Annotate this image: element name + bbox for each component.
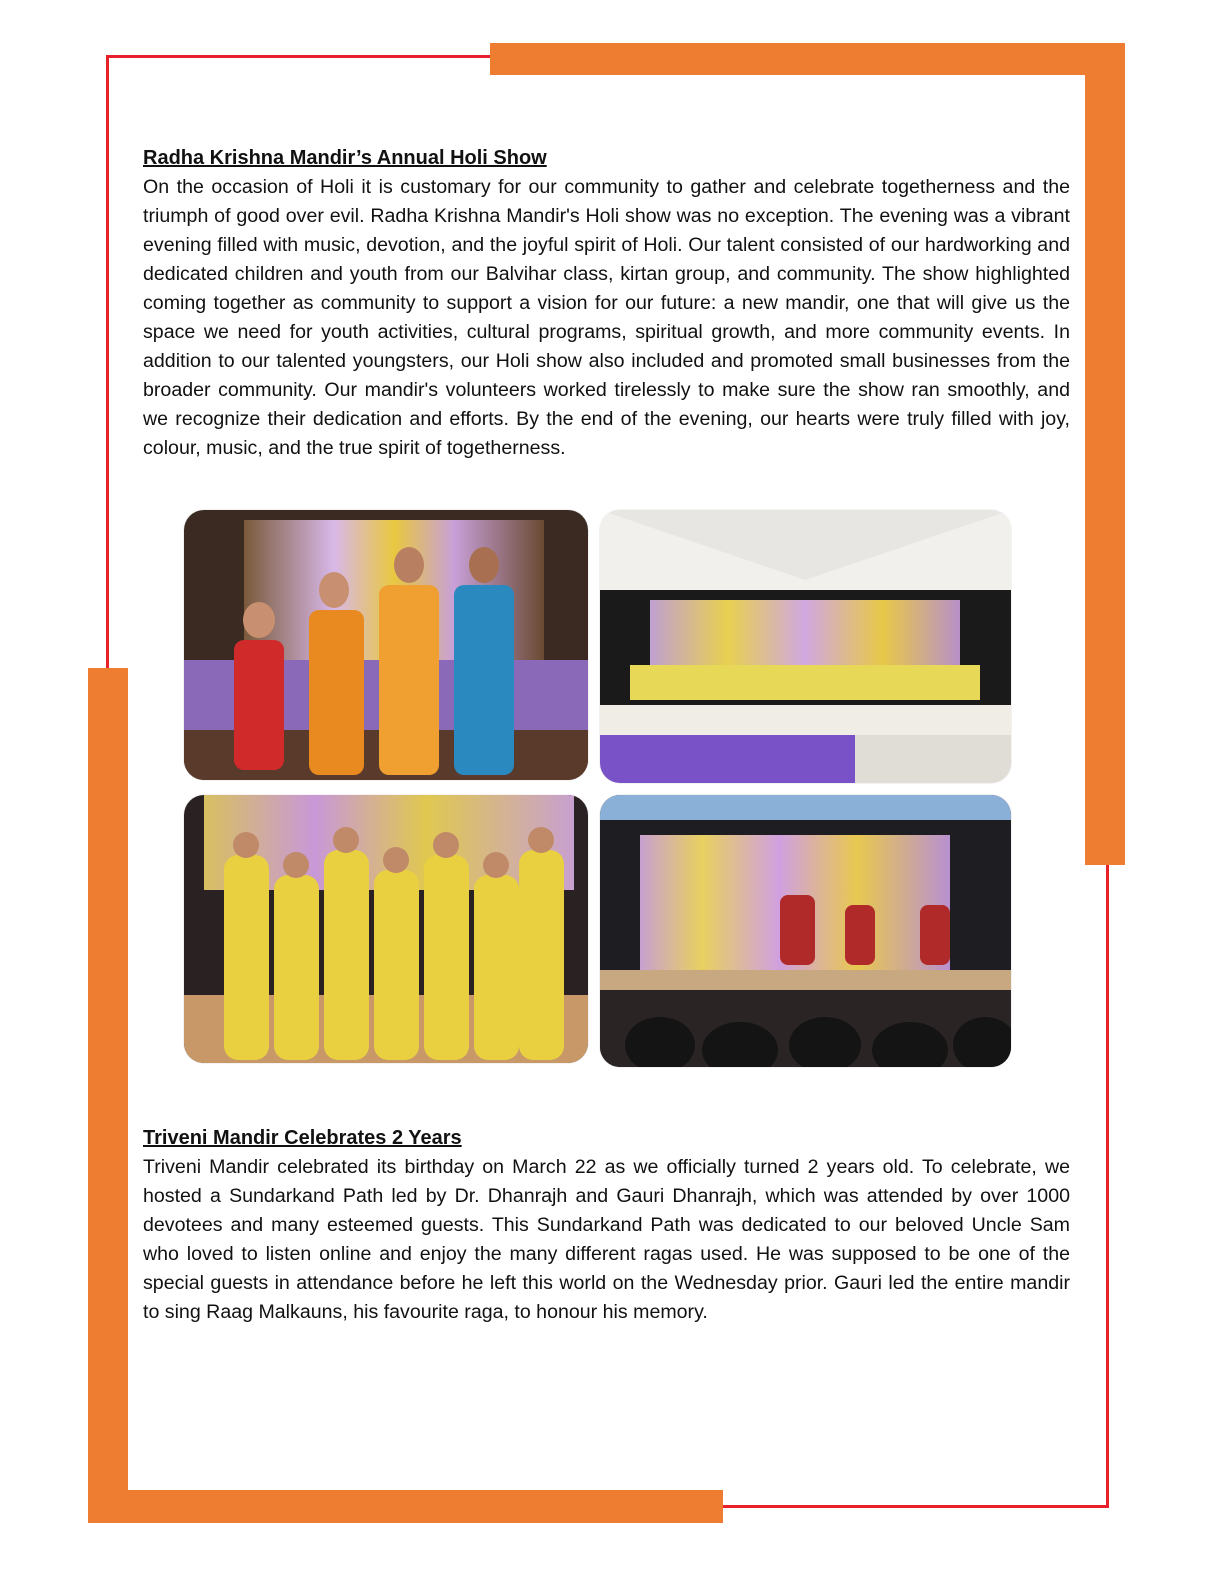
photo-musicians-stage (600, 795, 1011, 1067)
frame-red-bottom (722, 1505, 1109, 1508)
dancers-yellow-icon (184, 795, 588, 1063)
photo-costumed-children (184, 510, 588, 780)
article-title: Triveni Mandir Celebrates 2 Years (143, 1127, 462, 1149)
stage-group-icon (600, 510, 1011, 783)
frame-orange-top (490, 43, 1125, 75)
article-title: Radha Krishna Mandir’s Annual Holi Show (143, 147, 547, 169)
musicians-stage-icon (600, 795, 1011, 1067)
photo-stage-group (600, 510, 1011, 783)
frame-red-right (1106, 865, 1109, 1508)
costumed-children-icon (184, 510, 588, 780)
article-body: On the occasion of Holi it is customary for our community to gather and celebrate togetherness and the triumph of good over evil. Radha Krishna Mandir's Holi show was no exception. The evening was a vibrant evening filled with music, devotion, and the joyful spirit of Holi. Our talent consisted of our hardworking and dedicated children and youth from our Balvihar class, kirtan group, and community. The show highlighted coming together as community to support a vision for our future: a new mandir, one that will give us the space we need for youth activities, cultural programs, spiritual growth, and more community events. In addition to our talented youngsters, our Holi show also included and promoted small businesses from the broader community. Our mandir's volunteers worked tirelessly to make sure the show ran smoothly, and we recognize their dedication and efforts. By the end of the evening, our hearts were truly filled with joy, colour, music, and the true spirit of togetherness. (143, 176, 1070, 459)
frame-orange-bottom (88, 1490, 723, 1523)
article-triveni-mandir (143, 1124, 1070, 1327)
frame-orange-left (88, 668, 128, 1523)
frame-red-top (106, 55, 492, 58)
frame-red-left (106, 55, 109, 670)
photo-dancers-yellow (184, 795, 588, 1063)
article-holi-show (143, 144, 1070, 463)
frame-orange-right (1085, 43, 1125, 865)
article-body: Triveni Mandir celebrated its birthday on March 22 as we officially turned 2 years old. To celebrate, we hosted a Sundarkand Path led by Dr. Dhanrajh and Gauri Dhanrajh, which was attended by over 1000 devotees and many esteemed guests. This Sundarkand Path was dedicated to our beloved Uncle Sam who loved to listen online and enjoy the many different ragas used. He was supposed to be one of the special guests in attendance before he left this world on the Wednesday prior. Gauri led the entire mandir to sing Raag Malkauns, his favourite raga, to honour his memory. (143, 1156, 1070, 1323)
